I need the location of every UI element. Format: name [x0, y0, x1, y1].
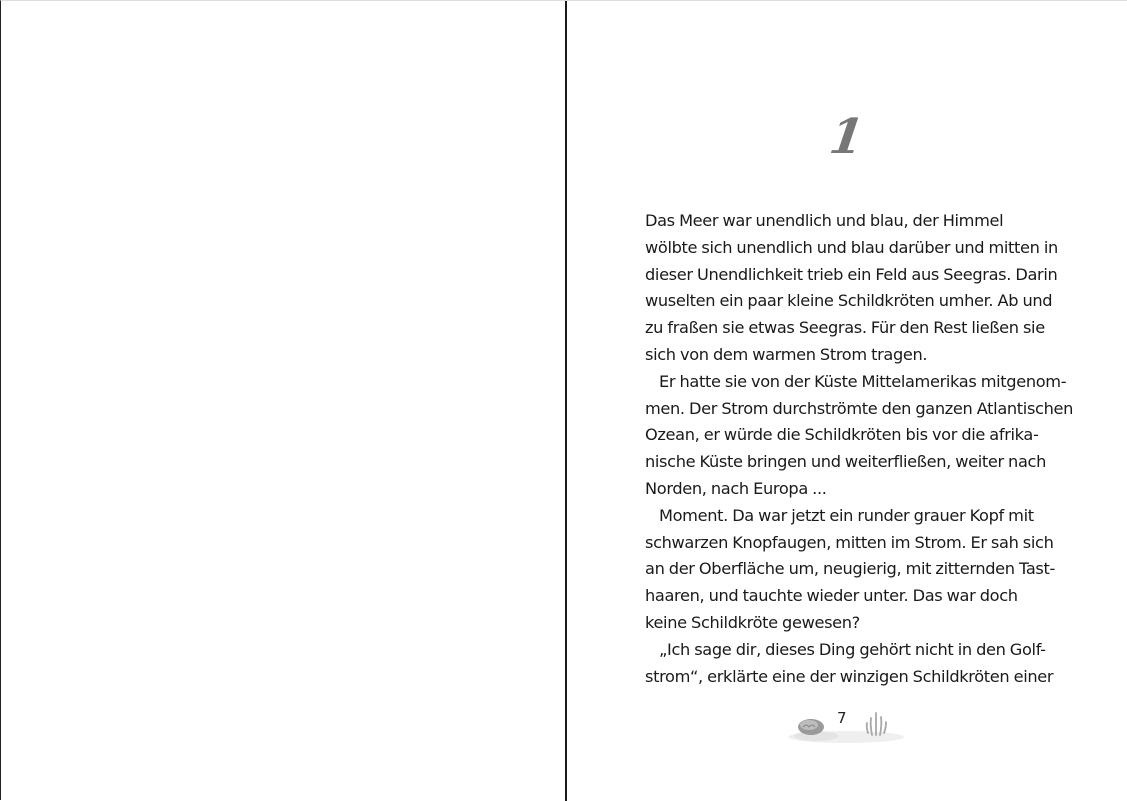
text-line: Norden, nach Europa ... — [645, 478, 827, 498]
text-line: haaren, und tauchte wieder unter. Das war doch — [645, 586, 1018, 606]
text-line: wölbte sich unendlich und blau darüber und mitten in — [645, 237, 1058, 257]
chapter-number: 1 — [826, 109, 866, 165]
text-line: schwarzen Knopfaugen, mitten im Strom. Er sah sich — [645, 532, 1054, 552]
text-line: dieser Unendlichkeit trieb ein Feld aus Seegras. Darin — [645, 264, 1058, 284]
text-line: nische Küste bringen und weiterfließen, weiter nach — [645, 452, 1046, 472]
text-line: men. Der Strom durchströmte den ganzen Atlantischen — [645, 398, 1074, 418]
left-page-blank — [1, 1, 565, 801]
text-line: keine Schildkröte gewesen? — [645, 612, 860, 632]
text-line: wuselten ein paar kleine Schildkröten umher. Ab und — [645, 291, 1053, 311]
text-line: Moment. Da war jetzt ein runder grauer Kopf mit — [659, 505, 1034, 525]
text-line: Er hatte sie von der Küste Mittelamerikas mitgenom- — [659, 371, 1067, 391]
text-line: Das Meer war unendlich und blau, der Himmel — [645, 211, 1004, 230]
text-line: Ozean, er würde die Schildkröten bis vor die afrika- — [645, 425, 1039, 445]
text-line: an der Oberfläche um, neugierig, mit zitternden Tast- — [645, 559, 1055, 579]
text-line: zu fraßen sie etwas Seegras. Für den Rest ließen sie — [645, 318, 1045, 338]
page-number: 7 — [837, 709, 847, 727]
text-line: „Ich sage dir, dieses Ding gehört nicht in den Golf- — [659, 639, 1046, 659]
text-line: strom“, erklärte eine der winzigen Schildkröten einer — [645, 666, 1054, 686]
body-text — [645, 208, 1074, 690]
text-line: sich von dem warmen Strom tragen. — [645, 344, 928, 364]
